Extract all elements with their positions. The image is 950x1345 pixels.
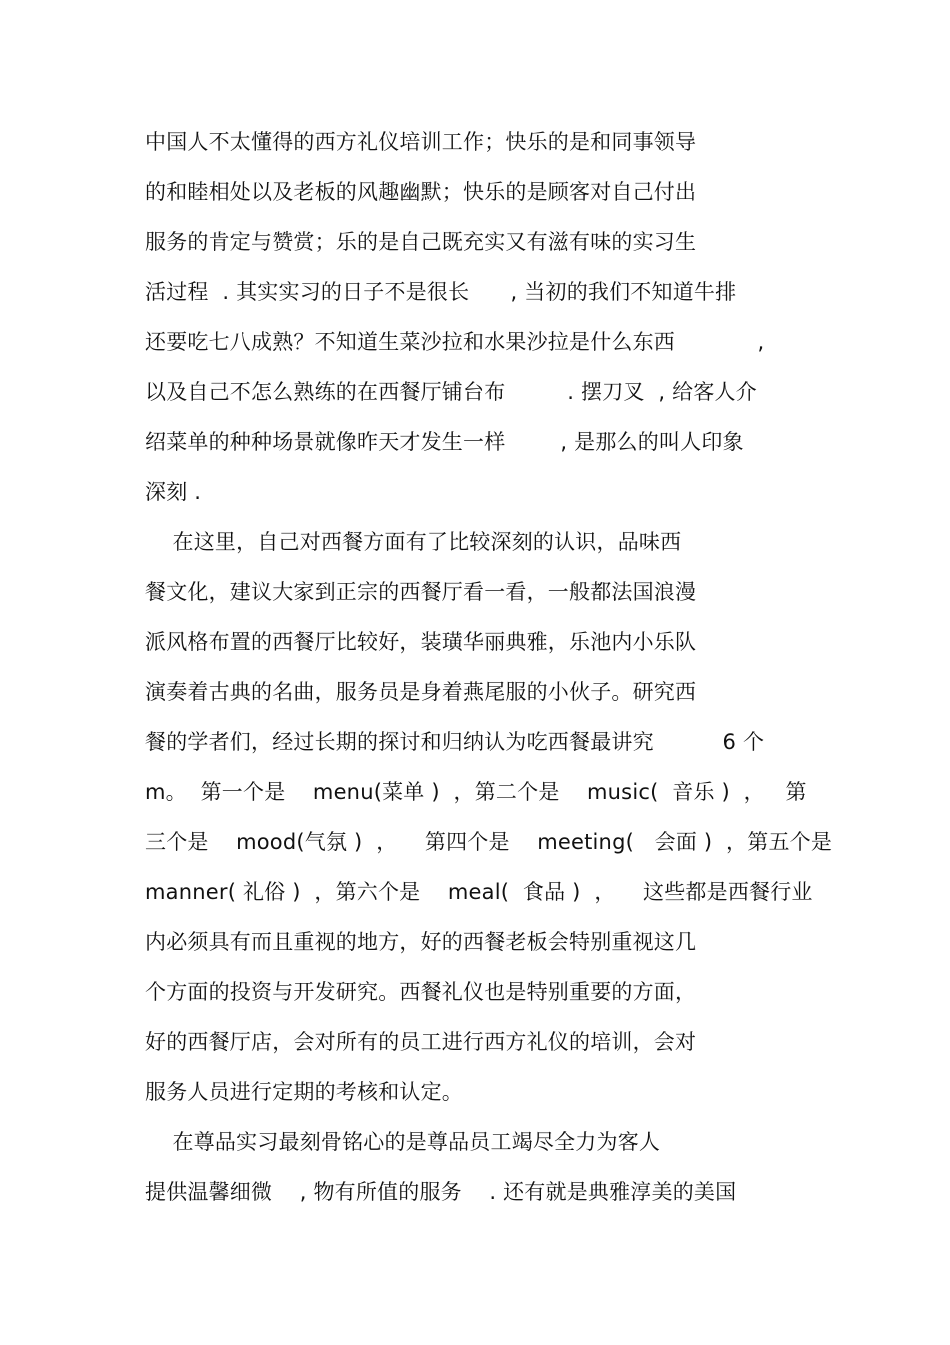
text-line: 好的西餐厅店，会对所有的员工进行西方礼仪的培训，会对 [145,1030,697,1054]
text-line: 深刻 . [145,480,202,504]
text-line: 个方面的投资与开发研究。西餐礼仪也是特别重要的方面， [145,980,697,1004]
text-line: 中国人不太懂得的西方礼仪培训工作；快乐的是和同事领导 [145,130,697,154]
text-line: 以及自己不怎么熟练的在西餐厅铺台布 . 摆刀叉 , 给客人介 [145,380,757,404]
text-line: 餐文化，建议大家到正宗的西餐厅看一看，一般都法国浪漫 [145,580,697,604]
text-line: 还要吃七八成熟？不知道生菜沙拉和水果沙拉是什么东西 , [145,330,765,354]
paragraph-start-line: 在尊品实习最刻骨铭心的是尊品员工竭尽全力为客人 [145,1130,661,1154]
text-line: 派风格布置的西餐厅比较好，装璜华丽典雅，乐池内小乐队 [145,630,697,654]
text-line: 的和睦相处以及老板的风趣幽默；快乐的是顾客对自己付出 [145,180,697,204]
text-line: 内必须具有而且重视的地方，好的西餐老板会特别重视这几 [145,930,697,954]
text-line: 餐的学者们，经过长期的探讨和归纳认为吃西餐最讲究 6 个 [145,730,765,754]
text-line: m。 第一个是 menu(菜单 ) ，第二个是 music( 音乐 ) ， 第 [145,780,807,804]
text-line: 提供温馨细微 , 物有所值的服务 . 还有就是典雅淳美的美国 [145,1180,737,1204]
text-line: 绍菜单的种种场景就像昨天才发生一样 , 是那么的叫人印象 [145,430,744,454]
text-line: 服务的肯定与赞赏；乐的是自己既充实又有滋有味的实习生 [145,230,697,254]
text-line: 服务人员进行定期的考核和认定。 [145,1080,463,1104]
text-line: manner( 礼俗 ) ，第六个是 meal( 食品 ) ， 这些都是西餐行业 [145,880,813,904]
text-line: 活过程 . 其实实习的日子不是很长 , 当初的我们不知道牛排 [145,280,737,304]
text-line: 三个是 mood(气氛 ) ， 第四个是 meeting( 会面 ) ，第五个是 [145,830,833,854]
paragraph-start-line: 在这里，自己对西餐方面有了比较深刻的认识，品味西 [145,530,682,554]
text-line: 演奏着古典的名曲，服务员是身着燕尾服的小伙子。研究西 [145,680,697,704]
